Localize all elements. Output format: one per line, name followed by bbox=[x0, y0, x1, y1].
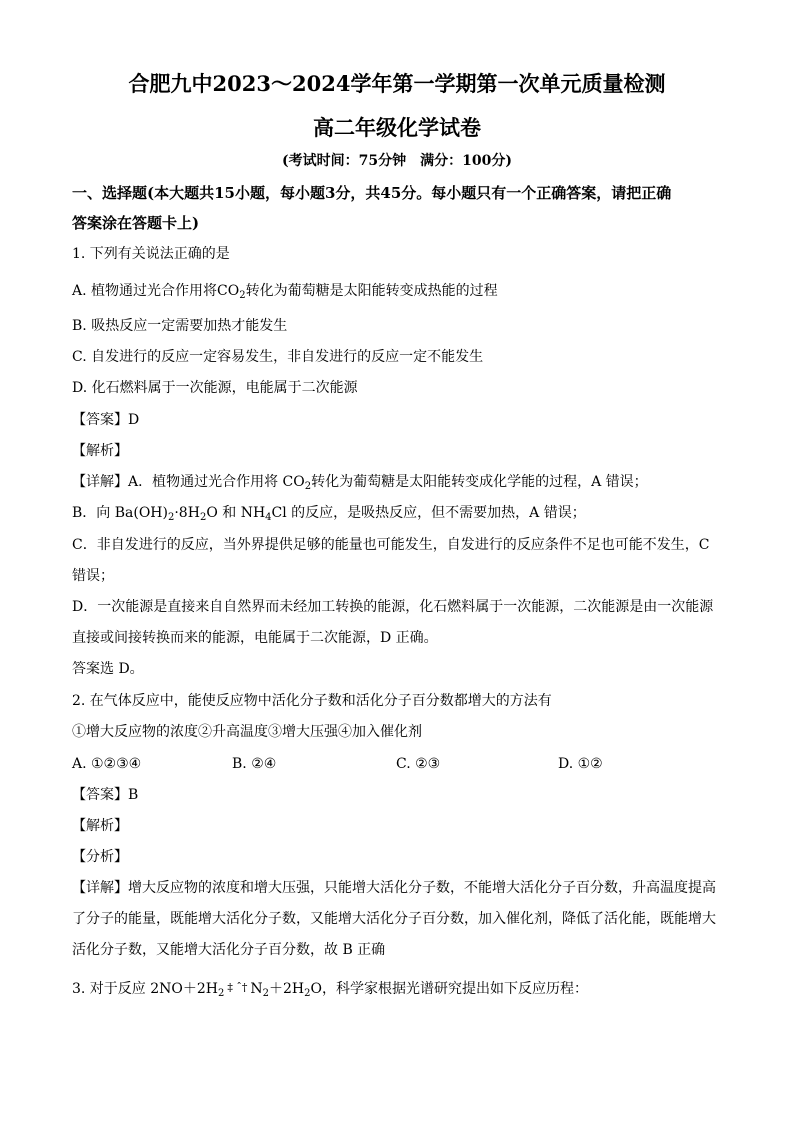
q1-conclusion: 答案选 D。 bbox=[72, 661, 144, 677]
q2-answer: 【答案】B bbox=[72, 787, 139, 803]
section-heading-line1: 一、选择题(本大题共15小题，每小题3分，共45分。每小题只有一个正确答案，请把正确 bbox=[72, 184, 672, 202]
q1-detail-c-line2: 错误； bbox=[72, 568, 114, 584]
q1-detail-b-mid2: O 和 NH bbox=[206, 505, 266, 521]
q1-option-a-pre: A. 植物通过光合作用将 bbox=[72, 283, 218, 299]
q2-detail-line2: 了分子的能量，既能增大活化分子数，又能增大活化分子百分数，加入催化剂，降低了活化能，既能增大 bbox=[72, 911, 716, 927]
q3-stem-pre: 3. 对于反应 2NO＋2H bbox=[72, 981, 219, 997]
q1-detail-b-post: Cl 的反应，是吸热反应，但不需要加热，A 错误； bbox=[271, 505, 586, 521]
exam-info: (考试时间：75分钟 满分：100分) bbox=[282, 153, 512, 169]
q3-stem-sub2: 2 bbox=[262, 988, 270, 999]
q2-fenxi-label: 【分析】 bbox=[72, 849, 128, 865]
exam-subtitle: 高二年级化学试卷 bbox=[313, 115, 481, 140]
q2-detail-line3: 活化分子数，又能增大活化分子百分数，故 B 正确 bbox=[72, 942, 386, 958]
q1-stem: 1. 下列有关说法正确的是 bbox=[72, 246, 230, 262]
q1-detail-b bbox=[72, 503, 586, 528]
q1-detail-b-sub3: 4 bbox=[265, 512, 272, 523]
q1-detail-a-pre: 【详解】A．植物通过光合作用将 CO bbox=[72, 474, 305, 490]
reversible-arrow-icon: ‡ ˆ† bbox=[227, 981, 248, 994]
q2-option-b: B. ②④ bbox=[232, 756, 277, 772]
q1-analysis-label: 【解析】 bbox=[72, 443, 128, 459]
q1-option-d: D. 化石燃料属于一次能源，电能属于二次能源 bbox=[72, 380, 358, 396]
q1-detail-a-post: 转化为葡萄糖是太阳能转变成化学能的过程，A 错误； bbox=[311, 474, 648, 490]
q3-stem-sub1: 2 bbox=[218, 988, 225, 999]
q1-detail-a bbox=[72, 472, 648, 497]
q1-option-a-co: CO bbox=[217, 283, 240, 299]
q1-detail-d-line2: 直接或间接转换而来的能源，电能属于二次能源，D 正确。 bbox=[72, 630, 438, 646]
q2-detail-line1: 【详解】增大反应物的浓度和增大压强，只能增大活化分子数，不能增大活化分子百分数，升高温度提高 bbox=[72, 880, 716, 896]
q1-detail-d-line1: D．一次能源是直接来自自然界而未经加工转换的能源，化石燃料属于一次能源，二次能源是由一次能源 bbox=[72, 599, 714, 615]
q1-detail-a-sub: 2 bbox=[304, 481, 312, 492]
q1-option-a-post: 转化为葡萄糖是太阳能转变成热能的过程 bbox=[245, 283, 498, 299]
q1-answer: 【答案】D bbox=[72, 412, 140, 428]
q1-detail-b-sub2: 2 bbox=[199, 512, 207, 523]
q1-detail-b-pre: B．向 Ba(OH) bbox=[72, 505, 168, 521]
q2-analysis-label: 【解析】 bbox=[72, 818, 128, 834]
q2-option-c: C. ②③ bbox=[396, 756, 441, 772]
q3-stem-mid: N bbox=[250, 981, 263, 997]
q1-detail-c-line1: C．非自发进行的反应，当外界提供足够的能量也可能发生，自发进行的反应条件不足也可能不发生，C bbox=[72, 537, 710, 553]
q3-stem-post: O，科学家根据光谱研究提出如下反应历程： bbox=[310, 981, 588, 997]
q1-detail-b-sub: 2 bbox=[167, 512, 175, 523]
q3-stem bbox=[72, 978, 588, 1004]
exam-title: 合肥九中2023～2024学年第一学期第一次单元质量检测 bbox=[128, 71, 666, 96]
q1-option-b: B. 吸热反应一定需要加热才能发生 bbox=[72, 318, 288, 334]
q2-option-d: D. ①② bbox=[558, 756, 603, 772]
q1-option-c: C. 自发进行的反应一定容易发生，非自发进行的反应一定不能发生 bbox=[72, 349, 484, 365]
q1-option-a bbox=[72, 281, 498, 306]
q1-option-a-sub: 2 bbox=[239, 290, 246, 301]
q2-conditions: ①增大反应物的浓度②升高温度③增大压强④加入催化剂 bbox=[72, 724, 422, 740]
q3-stem-mid2: ＋2H bbox=[269, 981, 305, 997]
section-heading-line2: 答案涂在答题卡上) bbox=[72, 214, 200, 232]
q1-detail-b-mid: ·8H bbox=[174, 505, 200, 521]
q3-stem-sub3: 2 bbox=[304, 988, 311, 999]
q2-option-a: A. ①②③④ bbox=[72, 756, 142, 772]
q2-stem: 2. 在气体反应中，能使反应物中活化分子数和活化分子百分数都增大的方法有 bbox=[72, 693, 552, 709]
